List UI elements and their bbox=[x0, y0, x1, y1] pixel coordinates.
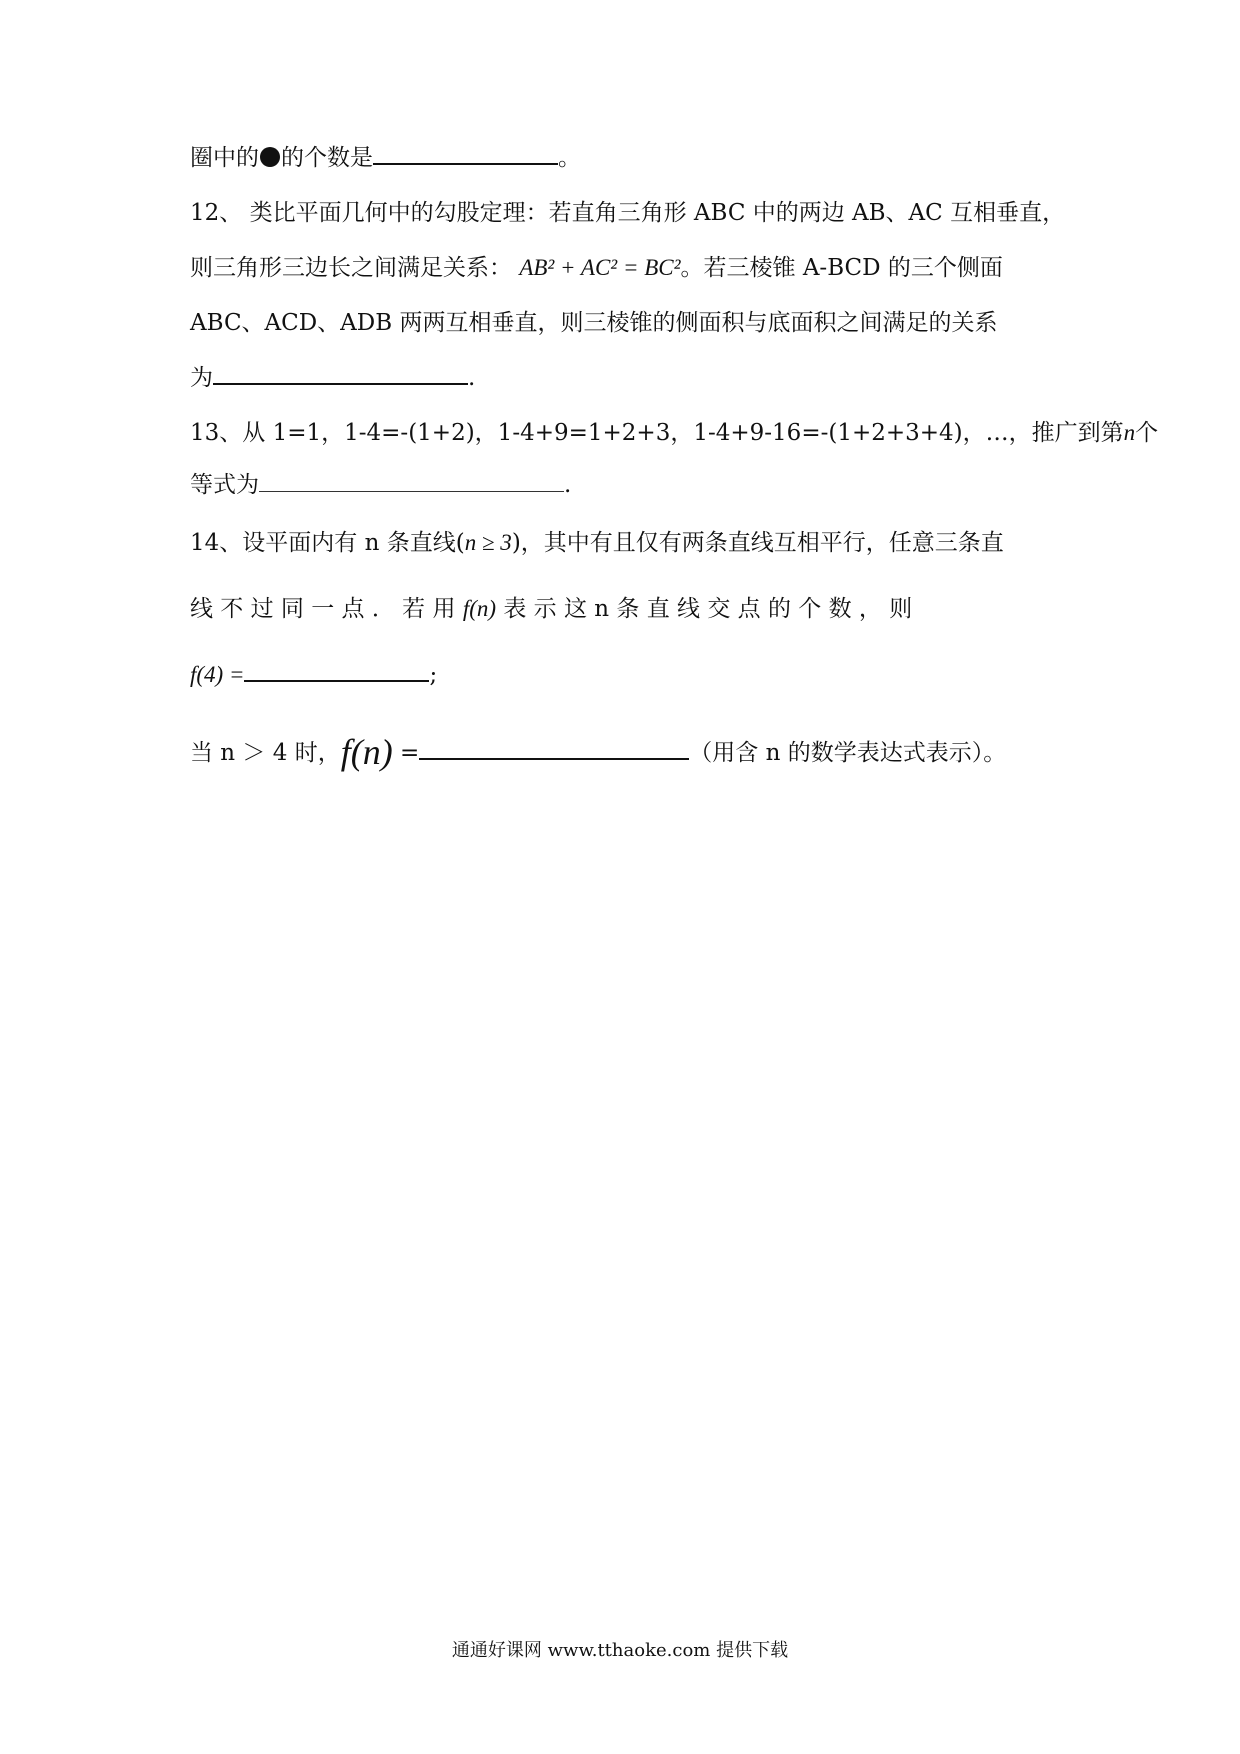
condition-formula: n ≥ 3 bbox=[464, 530, 512, 555]
text: 。若三棱锥 A-BCD 的三个侧面 bbox=[680, 255, 1003, 281]
text: （用含 n 的数学表达式表示）。 bbox=[689, 740, 1007, 766]
text: 等式为 bbox=[190, 472, 259, 498]
text: )，其中有且仅有两条直线互相平行，任意三条直 bbox=[511, 530, 1004, 556]
text: . bbox=[468, 365, 476, 391]
text: 则三角形三边长之间满足关系： bbox=[190, 255, 512, 281]
text: 12、 类比平面几何中的勾股定理：若直角三角形 ABC 中的两边 AB、AC 互相垂直， bbox=[190, 200, 1066, 226]
footer bbox=[0, 1639, 1240, 1663]
q12-line-2 bbox=[190, 253, 1060, 283]
q14-line-3 bbox=[190, 660, 1060, 690]
text: 当 n ＞ 4 时， bbox=[190, 740, 341, 766]
q12-line-3 bbox=[190, 308, 1060, 338]
text: 13、从 1=1，1-4=-(1+2)，1-4+9=1+2+3，1-4+9-16=-(1+2+3+4)，…，推广到第 bbox=[190, 420, 1124, 446]
q13-line-2 bbox=[190, 470, 1060, 500]
answer-blank[interactable] bbox=[419, 740, 689, 760]
text: 表 示 这 n 条 直 线 交 点 的 个 数 ， 则 bbox=[496, 596, 913, 622]
text: 14、设平面内有 n 条直线( bbox=[190, 530, 465, 556]
text: 圈中的 bbox=[190, 145, 259, 171]
black-circle-icon bbox=[260, 147, 280, 167]
text: . bbox=[564, 472, 572, 498]
text: ABC、ACD、ADB 两两互相垂直，则三棱锥的侧面积与底面积之间满足的关系 bbox=[190, 310, 998, 336]
pythagorean-formula: AB² + AC² = BC² bbox=[519, 255, 681, 280]
text: 的个数是 bbox=[281, 145, 373, 171]
q14-line-1 bbox=[190, 528, 1060, 558]
text: 个 bbox=[1135, 420, 1159, 446]
answer-blank[interactable] bbox=[259, 473, 564, 492]
function-fn-large: f(n) bbox=[340, 732, 393, 772]
line-prev-question-end bbox=[190, 143, 1060, 173]
text: 为 bbox=[190, 365, 213, 391]
text: ; bbox=[429, 662, 438, 688]
text: 。 bbox=[558, 145, 581, 171]
q12-line-1 bbox=[190, 198, 1066, 228]
function-fn: f(n) bbox=[462, 596, 497, 621]
q13-line-1 bbox=[190, 418, 1159, 448]
answer-blank[interactable] bbox=[244, 662, 429, 682]
answer-blank[interactable] bbox=[213, 365, 468, 385]
function-f4: f(4) = bbox=[190, 662, 245, 687]
footer-text: 通通好课网 www.tthaoke.com 提供下载 bbox=[451, 1640, 789, 1661]
q14-line-2 bbox=[190, 594, 1060, 624]
text: 线 不 过 同 一 点 ． 若 用 bbox=[190, 596, 463, 622]
q14-line-4 bbox=[190, 732, 1060, 772]
variable-n: n bbox=[1123, 420, 1136, 445]
q12-line-4 bbox=[190, 363, 1060, 393]
text: = bbox=[400, 740, 420, 766]
answer-blank[interactable] bbox=[373, 145, 558, 165]
